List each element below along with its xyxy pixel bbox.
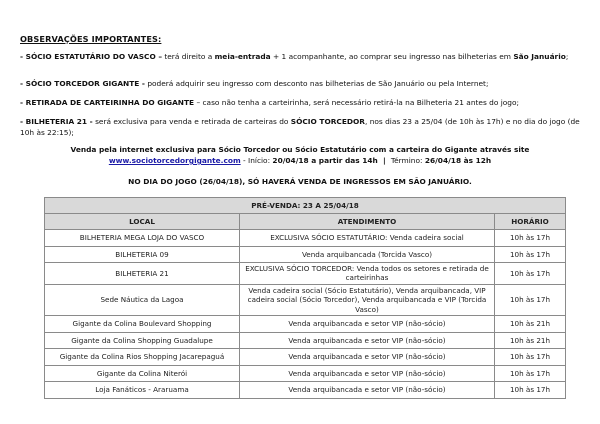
table-caption: PRÉ-VENDA: 23 A 25/04/18	[45, 198, 566, 214]
note-text: ;	[565, 52, 569, 61]
cell-atendimento: EXCLUSIVA SÓCIO ESTATUTÁRIO: Venda cadeira social	[240, 230, 495, 247]
game-day-notice: NO DIA DO JOGO (26/04/18), SÓ HAVERÁ VENDA DE INGRESSOS EM SÃO JANUÁRIO.	[128, 177, 472, 186]
note-label: - SÓCIO TORCEDOR GIGANTE -	[20, 79, 145, 88]
note-text: terá direito a	[162, 52, 215, 61]
note-emphasis: São Januário	[513, 52, 566, 61]
pre-sale-table	[44, 197, 566, 399]
note-label: - SÓCIO ESTATUTÁRIO DO VASCO –	[20, 52, 163, 61]
cell-local: Gigante da Colina Rios Shopping Jacarepaguá	[45, 349, 240, 366]
table-row	[45, 316, 566, 333]
note-label: - BILHETERIA 21 -	[20, 117, 93, 126]
table-row	[45, 365, 566, 382]
note-text: – caso não tenha a carteirinha, será necessário retirá-la na Bilheteria 21 antes do jogo;	[194, 98, 519, 107]
cell-horario: 10h às 17h	[495, 365, 566, 382]
note-text: poderá adquirir seu ingresso com desconto nas bilheterias de São Januário ou pela Internet;	[144, 79, 489, 88]
table-row	[45, 263, 566, 285]
cell-local: Gigante da Colina Shopping Guadalupe	[45, 332, 240, 349]
internet-sale-line: Venda pela internet exclusiva para Sócio Torcedor ou Sócio Estatutário com a carteira do Gigante através site	[70, 145, 530, 154]
cell-local: BILHETERIA 09	[45, 246, 240, 263]
note-socio-torcedor	[20, 79, 582, 90]
note-retirada-carteirinha	[20, 98, 582, 109]
separator: |	[377, 156, 391, 165]
cell-local: Loja Fanáticos - Araruama	[45, 382, 240, 399]
cell-horario: 10h às 17h	[495, 263, 566, 285]
table-row	[45, 246, 566, 263]
cell-atendimento: EXCLUSIVA SÓCIO TORCEDOR: Venda todos os setores e retirada de carteirinhas	[240, 263, 495, 285]
cell-horario: 10h às 21h	[495, 316, 566, 333]
cell-atendimento: Venda arquibancada e setor VIP (não-sócio)	[240, 365, 495, 382]
start-value: 20/04/18 a partir das 14h	[272, 156, 378, 165]
table-row	[45, 284, 566, 315]
internet-sale-dates	[0, 155, 600, 166]
cell-atendimento: Venda cadeira social (Sócio Estatutário), Venda arquibancada, VIP cadeira social (Sócio Torcedor), Venda arquibancada e VIP (Torcida Vasco)	[240, 284, 495, 315]
cell-atendimento: Venda arquibancada e setor VIP (não-sócio)	[240, 382, 495, 399]
cell-atendimento: Venda arquibancada e setor VIP (não-sócio)	[240, 349, 495, 366]
cell-horario: 10h às 17h	[495, 284, 566, 315]
site-link[interactable]: www.sociotorcedorgigante.com	[108, 156, 241, 165]
cell-horario: 10h às 17h	[495, 230, 566, 247]
cell-atendimento: Venda arquibancada e setor VIP (não-sócio)	[240, 316, 495, 333]
note-bilheteria-21	[20, 117, 582, 138]
cell-atendimento: Venda arquibancada e setor VIP (não-sócio)	[240, 332, 495, 349]
cell-horario: 10h às 17h	[495, 246, 566, 263]
page-title: OBSERVAÇÕES IMPORTANTES:	[20, 34, 162, 44]
cell-horario: 10h às 21h	[495, 332, 566, 349]
cell-horario: 10h às 17h	[495, 382, 566, 399]
table-row	[45, 332, 566, 349]
note-text: será exclusiva para venda e retirada de carteiras do	[92, 117, 291, 126]
column-header-local: LOCAL	[45, 214, 240, 230]
cell-local: Gigante da Colina Boulevard Shopping	[45, 316, 240, 333]
note-text: + 1 acompanhante, ao comprar seu ingresso nas bilheterias em	[270, 52, 514, 61]
end-value: 26/04/18 às 12h	[424, 156, 492, 165]
table-row	[45, 349, 566, 366]
column-header-horario: HORÁRIO	[495, 214, 566, 230]
cell-local: BILHETERIA MEGA LOJA DO VASCO	[45, 230, 240, 247]
column-header-atendimento: ATENDIMENTO	[240, 214, 495, 230]
cell-horario: 10h às 17h	[495, 349, 566, 366]
table-body	[45, 230, 566, 399]
note-label: - RETIRADA DE CARTEIRINHA DO GIGANTE	[20, 98, 195, 107]
note-emphasis: meia-entrada	[214, 52, 271, 61]
note-emphasis: SÓCIO TORCEDOR	[290, 117, 365, 126]
table-row	[45, 382, 566, 399]
cell-local: Gigante da Colina Niterói	[45, 365, 240, 382]
cell-local: BILHETERIA 21	[45, 263, 240, 285]
note-text: , nos dias 23 a 25/04 (de 10h às 17h) e no dia do jogo (de 10h às 22:15);	[20, 117, 580, 137]
note-socio-estatutario	[20, 52, 582, 63]
cell-local: Sede Náutica da Lagoa	[45, 284, 240, 315]
end-label: Término:	[390, 156, 425, 165]
start-label: - Início:	[240, 156, 273, 165]
table-row	[45, 230, 566, 247]
cell-atendimento: Venda arquibancada (Torcida Vasco)	[240, 246, 495, 263]
